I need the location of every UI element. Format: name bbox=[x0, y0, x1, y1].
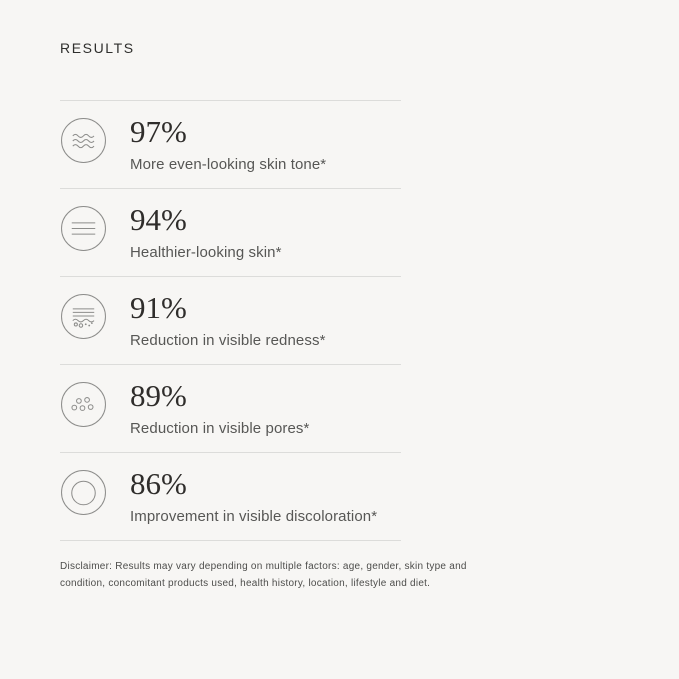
results-heading: RESULTS bbox=[60, 40, 135, 56]
skin-tone-waves-icon bbox=[60, 117, 107, 164]
result-label: Improvement in visible discoloration* bbox=[130, 507, 378, 525]
result-row-skin-tone bbox=[60, 100, 401, 188]
result-percent: 94% bbox=[130, 202, 187, 238]
result-percent: 91% bbox=[130, 290, 187, 326]
result-percent: 97% bbox=[130, 114, 187, 150]
result-row-redness bbox=[60, 276, 401, 364]
results-panel bbox=[60, 40, 620, 592]
result-percent: 89% bbox=[130, 378, 187, 414]
disclaimer-text: Disclaimer: Results may vary depending on multiple factors: age, gender, skin type and condition, concomitant products used, health history, location, lifestyle and diet. bbox=[60, 561, 467, 589]
result-percent: 86% bbox=[130, 466, 187, 502]
healthy-skin-lines-icon bbox=[60, 205, 107, 252]
result-row-discoloration bbox=[60, 452, 401, 540]
disclaimer-section bbox=[60, 540, 467, 592]
result-label: More even-looking skin tone* bbox=[130, 155, 327, 173]
result-row-pores bbox=[60, 364, 401, 452]
discoloration-ring-icon bbox=[60, 469, 107, 516]
result-label: Reduction in visible pores* bbox=[130, 419, 310, 437]
result-label: Healthier-looking skin* bbox=[130, 243, 282, 261]
pores-dots-icon bbox=[60, 381, 107, 428]
result-row-healthier-skin bbox=[60, 188, 401, 276]
results-list bbox=[60, 100, 401, 540]
result-label: Reduction in visible redness* bbox=[130, 331, 326, 349]
redness-skin-layers-icon bbox=[60, 293, 107, 340]
